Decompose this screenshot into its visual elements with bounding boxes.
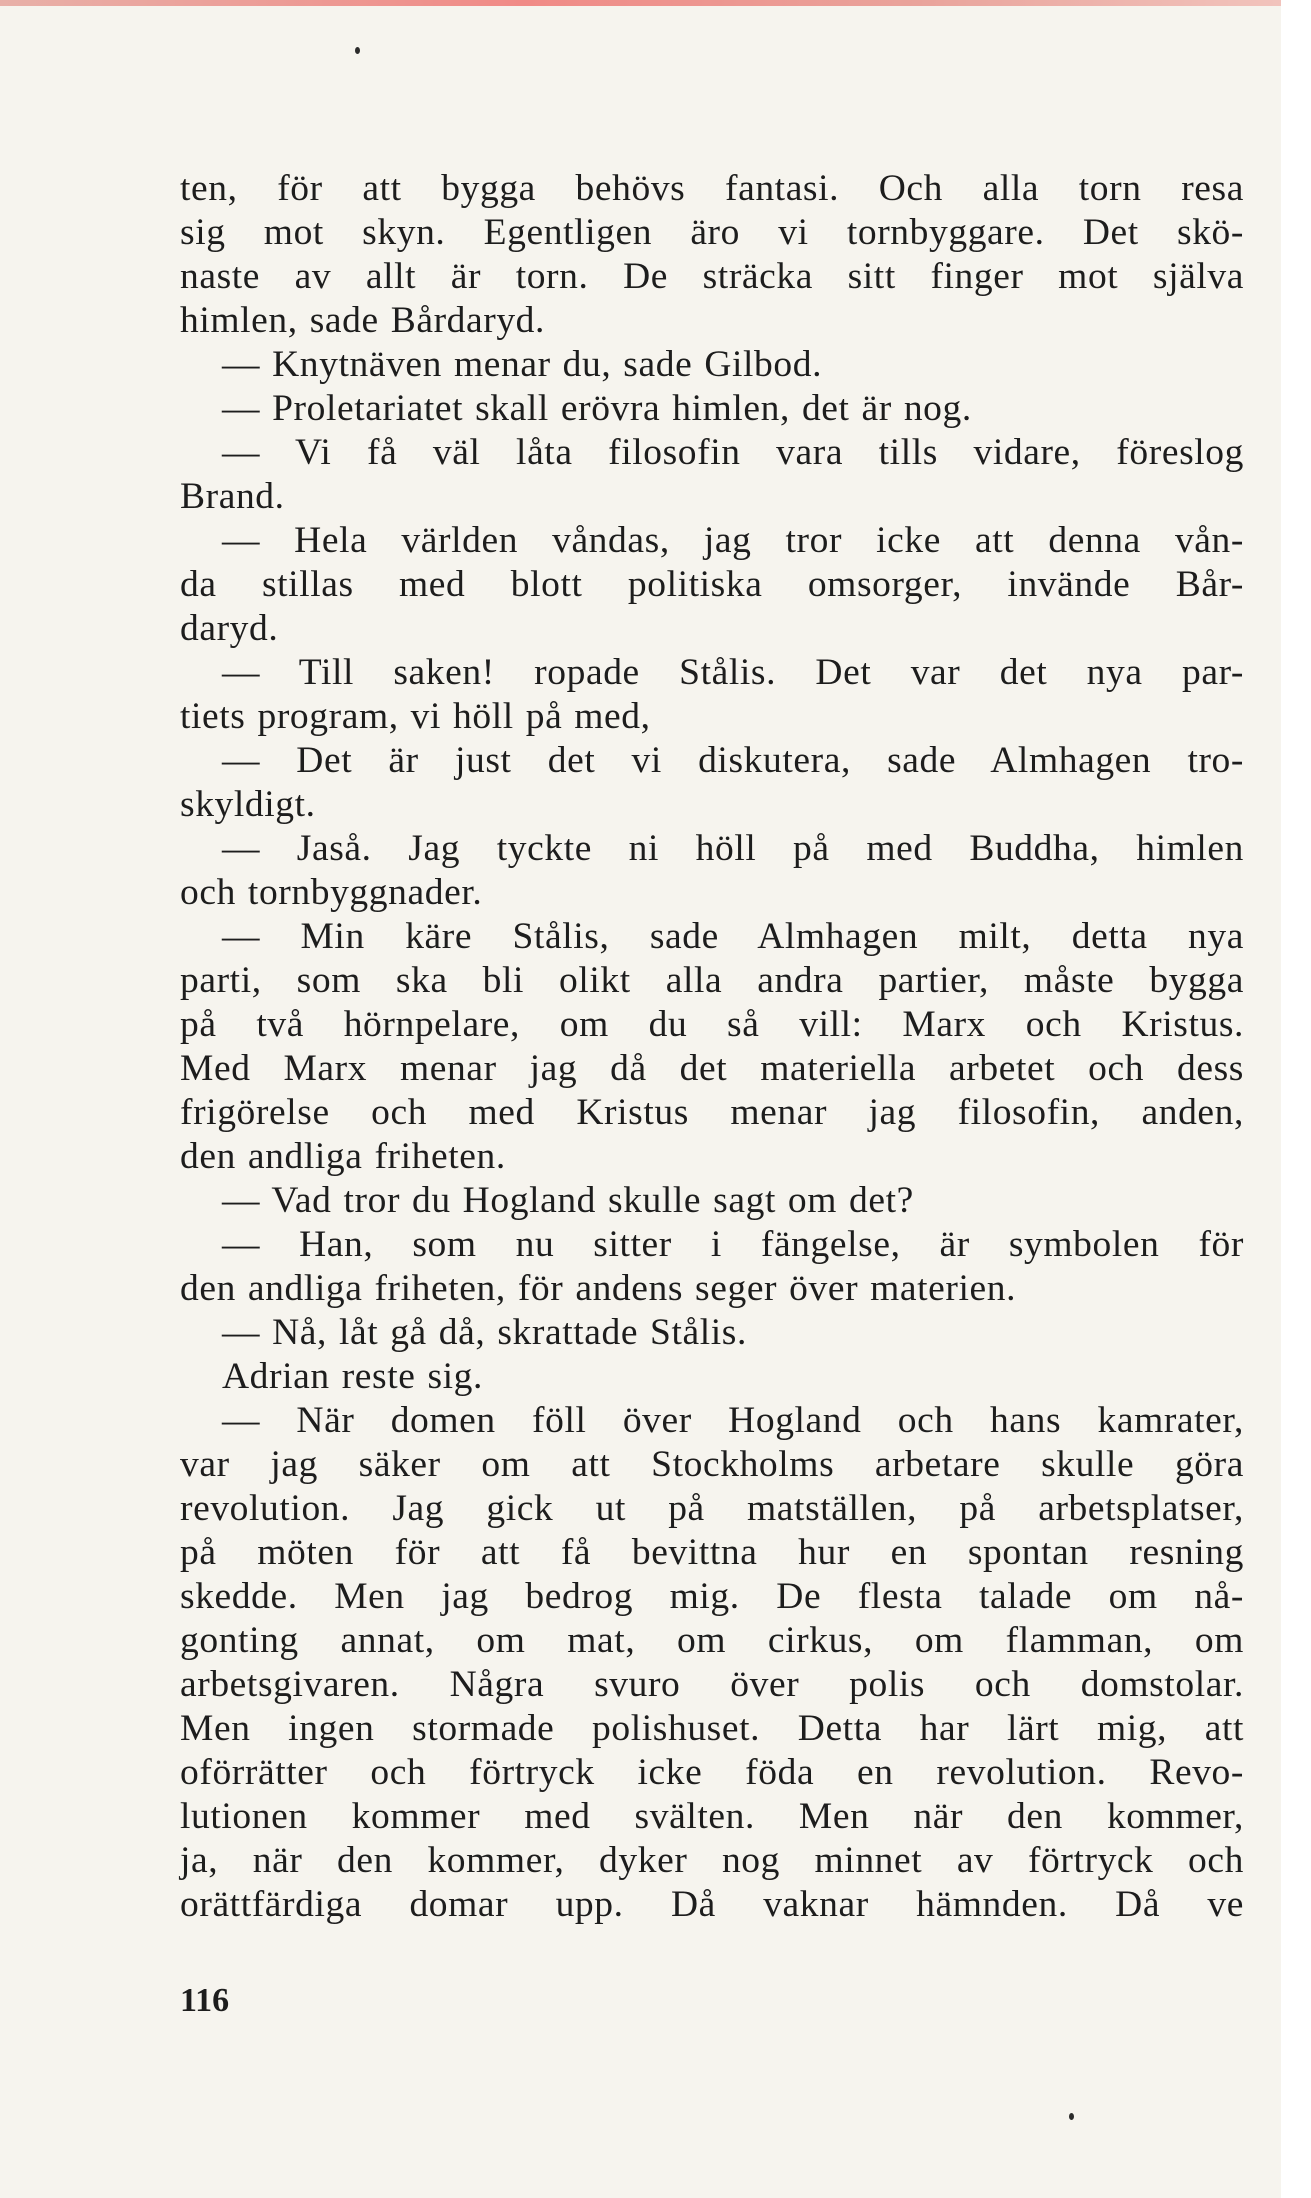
text-line: ten, för att bygga behövs fantasi. Och alla torn resa (180, 168, 1244, 209)
text-line: skedde. Men jag bedrog mig. De flesta talade om nå- (180, 1576, 1244, 1617)
body-text (180, 167, 1244, 1927)
text-line: Men ingen stormade polishuset. Detta har lärt mig, att (180, 1708, 1244, 1749)
text-line: Adrian reste sig. (222, 1356, 484, 1397)
text-line: tiets program, vi höll på med, (180, 696, 651, 737)
text-line: naste av allt är torn. De sträcka sitt finger mot själva (180, 256, 1244, 297)
text-line: — Min käre Stålis, sade Almhagen milt, detta nya (222, 916, 1244, 957)
text-line: — Nå, låt gå då, skrattade Stålis. (222, 1312, 747, 1353)
text-line: — Vad tror du Hogland skulle sagt om det? (222, 1180, 914, 1221)
text-line: på två hörnpelare, om du så vill: Marx och Kristus. (180, 1004, 1244, 1045)
text-line: Brand. (180, 476, 285, 517)
text-line: — Till saken! ropade Stålis. Det var det nya par- (222, 652, 1244, 693)
ink-speck (1069, 2113, 1074, 2120)
text-line: och tornbyggnader. (180, 872, 483, 913)
text-line: — När domen föll över Hogland och hans kamrater, (222, 1400, 1244, 1441)
text-line: — Proletariatet skall erövra himlen, det är nog. (222, 388, 972, 429)
text-line: arbetsgivaren. Några svuro över polis och domstolar. (180, 1664, 1244, 1705)
text-line: — Han, som nu sitter i fängelse, är symbolen för (222, 1224, 1244, 1265)
ink-speck (355, 47, 360, 54)
text-line: daryd. (180, 608, 279, 649)
text-line: lutionen kommer med svälten. Men när den kommer, (180, 1796, 1244, 1837)
text-line: revolution. Jag gick ut på matställen, på arbetsplatser, (180, 1488, 1244, 1529)
text-line: den andliga friheten. (180, 1136, 506, 1177)
text-line: Med Marx menar jag då det materiella arbetet och dess (180, 1048, 1244, 1089)
scan-margin (1281, 0, 1311, 2198)
text-line: — Det är just det vi diskutera, sade Almhagen tro- (222, 740, 1244, 781)
text-line: — Vi få väl låta filosofin vara tills vidare, föreslog (222, 432, 1244, 473)
text-line: — Hela världen våndas, jag tror icke att denna vån- (222, 520, 1244, 561)
text-line: oförrätter och förtryck icke föda en revolution. Revo- (180, 1752, 1244, 1793)
text-line: på möten för att få bevittna hur en spontan resning (180, 1532, 1244, 1573)
text-line: orättfärdiga domar upp. Då vaknar hämnden. Då ve (180, 1884, 1244, 1925)
text-line: — Jaså. Jag tyckte ni höll på med Buddha, himlen (222, 828, 1244, 869)
top-edge-mark (0, 0, 1311, 6)
text-line: sig mot skyn. Egentligen äro vi tornbyggare. Det skö- (180, 212, 1244, 253)
text-line: frigörelse och med Kristus menar jag filosofin, anden, (180, 1092, 1244, 1133)
text-line: var jag säker om att Stockholms arbetare skulle göra (180, 1444, 1244, 1485)
text-line: skyldigt. (180, 784, 316, 825)
text-line: — Knytnäven menar du, sade Gilbod. (222, 344, 823, 385)
text-line: himlen, sade Bårdaryd. (180, 300, 546, 341)
text-line: da stillas med blott politiska omsorger, invände Bår- (180, 564, 1244, 605)
text-line: den andliga friheten, för andens seger över materien. (180, 1268, 1017, 1309)
text-line: gonting annat, om mat, om cirkus, om flamman, om (180, 1620, 1244, 1661)
text-line: ja, när den kommer, dyker nog minnet av förtryck och (180, 1840, 1244, 1881)
text-line: parti, som ska bli olikt alla andra partier, måste bygga (180, 960, 1244, 1001)
page-number: 116 (180, 1982, 230, 2019)
